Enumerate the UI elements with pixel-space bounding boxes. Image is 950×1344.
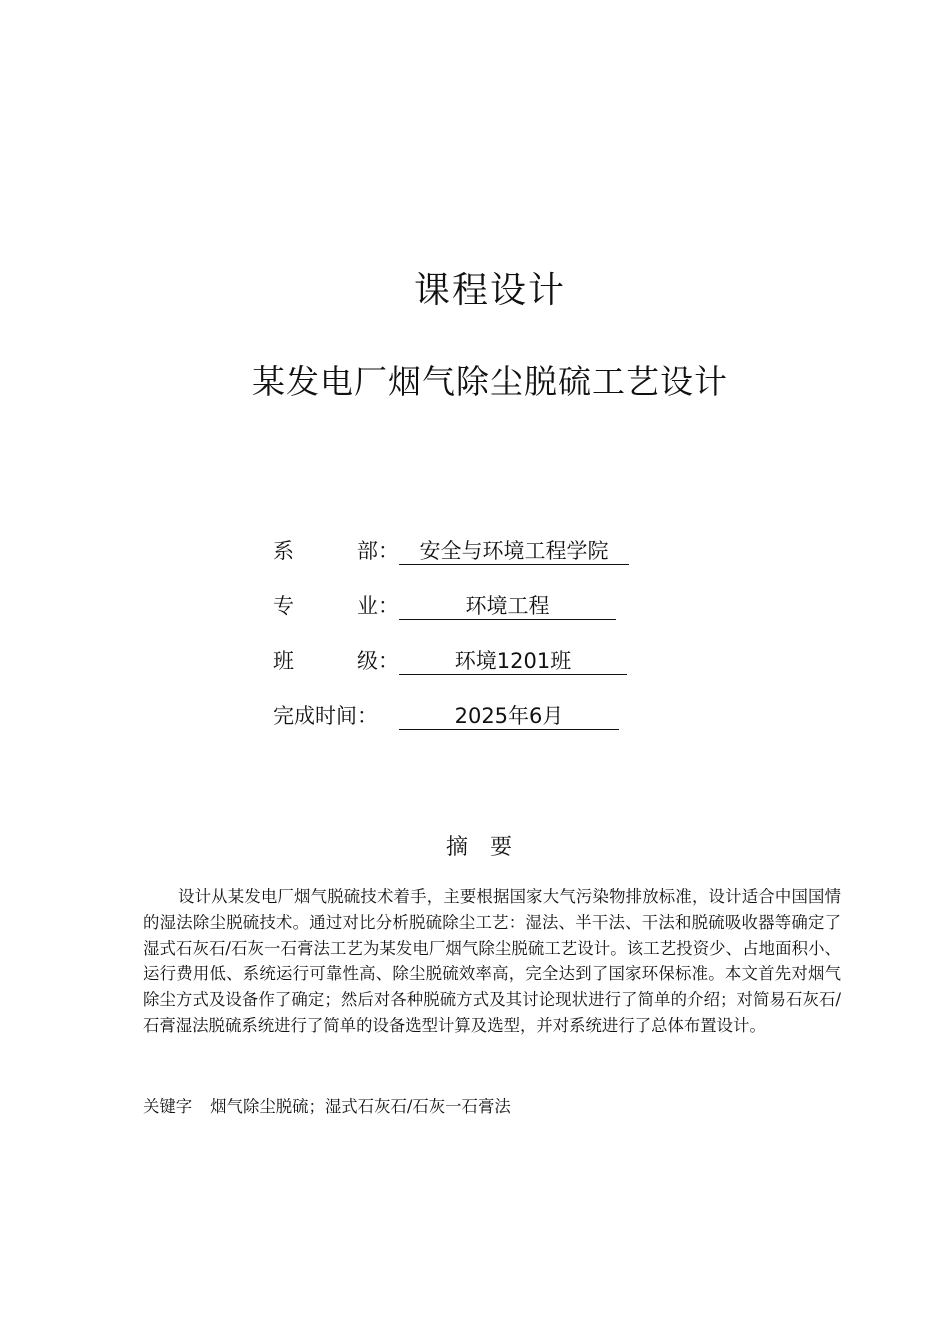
abstract-body: 设计从某发电厂烟气脱硫技术着手，主要根据国家大气污染物排放标准，设计适合中国国情的湿法除尘脱硫技术。通过对比分析脱硫除尘工艺：湿法、半干法、干法和脱硫吸收器等确定了湿式石灰石/石灰一石膏法工艺为某发电厂烟气除尘脱硫工艺设计。该工艺投资少、占地面积小、运行费用低、系统运行可靠性高、除尘脱硫效率高，完全达到了国家环保标准。本文首先对烟气除尘方式及设备作了确定；然后对各种脱硫方式及其讨论现状进行了简单的介绍；对简易石灰石/石膏湿法脱硫系统进行了简单的设备选型计算及选型，并对系统进行了总体布置设计。 — [143, 887, 841, 1035]
major-value: 环境工程 — [399, 593, 616, 620]
class-label: 班 级： — [273, 649, 399, 673]
document-subtitle: 某发电厂烟气除尘脱硫工艺设计 — [252, 362, 728, 401]
date-label: 完成时间： — [273, 704, 378, 728]
info-row-department — [273, 510, 629, 565]
department-value: 安全与环境工程学院 — [399, 538, 629, 565]
keywords-line — [143, 1093, 511, 1117]
major-label: 专 业： — [273, 594, 399, 618]
keywords-value: 烟气除尘脱硫；湿式石灰石/石灰一石膏法 — [210, 1097, 511, 1116]
class-value: 环境1201班 — [399, 648, 627, 675]
document-title: 课程设计 — [413, 270, 566, 311]
info-row-major — [273, 565, 629, 620]
abstract-heading: 摘要 — [445, 835, 534, 860]
date-value: 2025年6月 — [399, 703, 619, 730]
keywords-label: 关键字 — [143, 1097, 193, 1116]
info-table — [273, 510, 629, 730]
info-row-date — [273, 675, 629, 730]
info-row-class — [273, 620, 629, 675]
department-label: 系 部： — [273, 539, 399, 563]
